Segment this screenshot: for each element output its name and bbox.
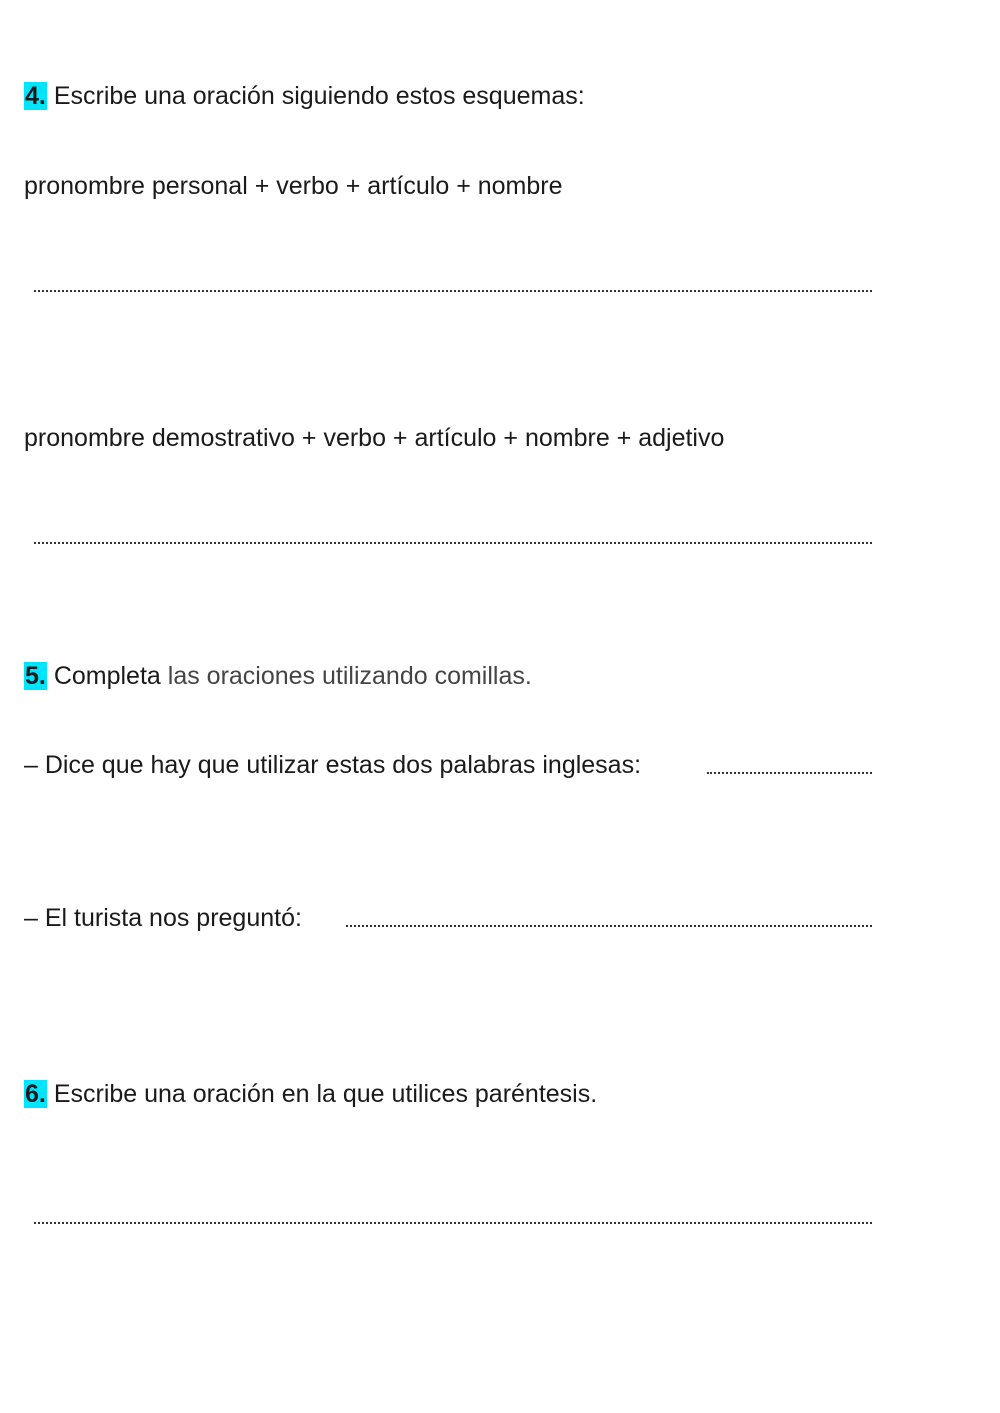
- question-5-instruction-start: Completa: [53, 662, 161, 690]
- question-4-heading: [24, 81, 585, 111]
- question-6-number: 6.: [25, 1080, 46, 1108]
- question-5-item-2-text: – El turista nos preguntó:: [24, 904, 302, 932]
- answer-line-scheme-1[interactable]: [34, 290, 872, 292]
- question-5-number: 5.: [25, 662, 46, 690]
- question-6-heading: [24, 1079, 597, 1109]
- question-4-instruction: Escribe una oración siguiendo estos esquemas:: [53, 82, 585, 110]
- question-6-instruction: Escribe una oración en la que utilices paréntesis.: [53, 1080, 598, 1108]
- scheme-1-text: pronombre personal + verbo + artículo + nombre: [24, 172, 563, 200]
- scheme-2-text: pronombre demostrativo + verbo + artículo + nombre + adjetivo: [24, 424, 725, 452]
- answer-line-q5-item-1[interactable]: [707, 772, 872, 774]
- question-5-item-1-text: – Dice que hay que utilizar estas dos palabras inglesas:: [24, 751, 642, 779]
- question-5-item-1: [24, 750, 641, 780]
- question-5-instruction-rest: las oraciones utilizando comillas.: [160, 662, 532, 690]
- question-5-heading: [24, 661, 532, 691]
- answer-line-q5-item-2[interactable]: [346, 925, 872, 927]
- question-5-item-2: [24, 903, 302, 933]
- question-4-number: 4.: [25, 82, 46, 110]
- answer-line-scheme-2[interactable]: [34, 542, 872, 544]
- answer-line-q6[interactable]: [34, 1222, 872, 1224]
